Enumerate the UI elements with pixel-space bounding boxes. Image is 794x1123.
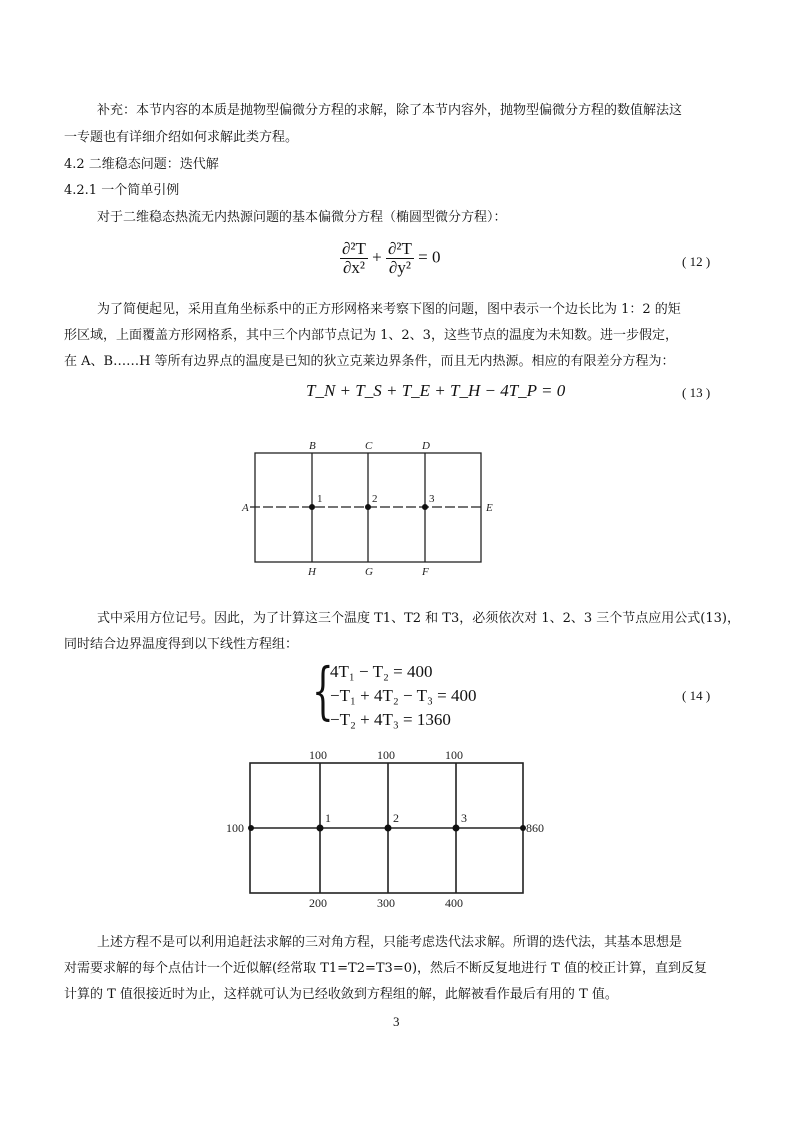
section-heading-4-2-1: 4.2.1 一个简单引例: [64, 183, 180, 198]
numerator-x: ∂²T: [342, 239, 366, 258]
equals-zero: = 0: [418, 247, 441, 267]
node-3-label: 3: [461, 811, 467, 825]
paragraph-4-line-2: 对需要求解的每个点估计一个近似解(经常取 T1=T2=T3=0)，然后不断反复地进行 T 值的校正计算，直到反复: [64, 961, 707, 976]
intro-paragraph: 对于二维稳态热流无内热源问题的基本偏微分方程（椭圆型微分方程）：: [97, 210, 507, 225]
top-value-1: 100: [309, 748, 327, 762]
supplement-line-1: 补充：本节内容的本质是抛物型偏微分方程的求解，除了本节内容外，抛物型偏微分方程的数值解法这: [97, 103, 683, 118]
equation-12-label: ( 12 ): [682, 254, 711, 269]
right-value: 860: [526, 821, 544, 835]
grid-figure-values: [215, 740, 555, 915]
node-1-label: 1: [317, 493, 323, 505]
node-1-label: 1: [325, 811, 331, 825]
paragraph-2-line-2: 形区域，上面覆盖方形网格系，其中三个内部节点记为 1、2、3，这些节点的温度为未知数。进一步假定，: [64, 328, 678, 343]
top-value-3: 100: [445, 748, 463, 762]
label-c: C: [365, 440, 373, 452]
equation-12: [340, 240, 440, 277]
left-value: 100: [226, 821, 244, 835]
label-b: B: [309, 440, 316, 452]
equation-14-label: ( 14 ): [682, 688, 711, 703]
node-3-label: 3: [429, 493, 435, 505]
denominator-x: ∂x²: [342, 258, 365, 277]
plus-sign: +: [372, 247, 382, 267]
node-2-label: 2: [393, 811, 399, 825]
numerator-y: ∂²T: [387, 239, 412, 258]
equation-13-label: ( 13 ): [682, 385, 711, 400]
paragraph-4-line-1: 上述方程不是可以利用追赶法求解的三对角方程，只能考虑迭代法求解。所谓的迭代法，其基本思想是: [97, 935, 683, 950]
paragraph-3-line-2: 同时结合边界温度得到以下线性方程组：: [64, 637, 299, 652]
top-value-2: 100: [377, 748, 395, 762]
page-number: 3: [393, 1014, 400, 1029]
system-line-1: 4T₁ − T₂ = 400: [330, 662, 433, 681]
label-e: E: [486, 502, 493, 514]
supplement-line-2: 一专题也有详细介绍如何求解此类方程。: [64, 130, 299, 145]
label-g: G: [365, 566, 373, 578]
system-line-3: −T₂ + 4T₃ = 1360: [330, 710, 451, 729]
label-h: H: [308, 566, 316, 578]
bottom-value-2: 300: [377, 896, 395, 910]
label-f: F: [422, 566, 429, 578]
left-brace: {: [312, 654, 334, 727]
node-2-label: 2: [372, 493, 378, 505]
fraction-y: [386, 240, 414, 277]
section-heading-4-2: 4.2 二维稳态问题：迭代解: [64, 157, 219, 172]
paragraph-3-line-1: 式中采用方位记号。因此，为了计算这三个温度 T1、T2 和 T3，必须依次对 1、2、3 三个节点应用公式(13)，: [97, 611, 740, 626]
system-line-2: −T₁ + 4T₂ − T₃ = 400: [330, 686, 477, 705]
equation-13: T_N + T_S + T_E + T_H − 4T_P = 0: [306, 381, 566, 400]
bottom-value-3: 400: [445, 896, 463, 910]
paragraph-2-line-3: 在 A、B……H 等所有边界点的温度是已知的狄立克莱边界条件，而且无内热源。相应的有限差分方程为：: [64, 354, 675, 369]
label-d: D: [422, 440, 430, 452]
label-a: A: [242, 502, 249, 514]
paragraph-2-line-1: 为了简便起见，采用直角坐标系中的正方形网格来考察下图的问题，图中表示一个边长比为 1：2 的矩: [97, 302, 681, 317]
paragraph-4-line-3: 计算的 T 值很接近时为止，这样就可认为已经收敛到方程组的解，此解被看作最后有用的 T 值。: [64, 987, 618, 1002]
denominator-y: ∂y²: [388, 258, 411, 277]
fraction-x: [340, 240, 368, 277]
grid-figure-letters: [230, 430, 510, 590]
bottom-value-1: 200: [309, 896, 327, 910]
